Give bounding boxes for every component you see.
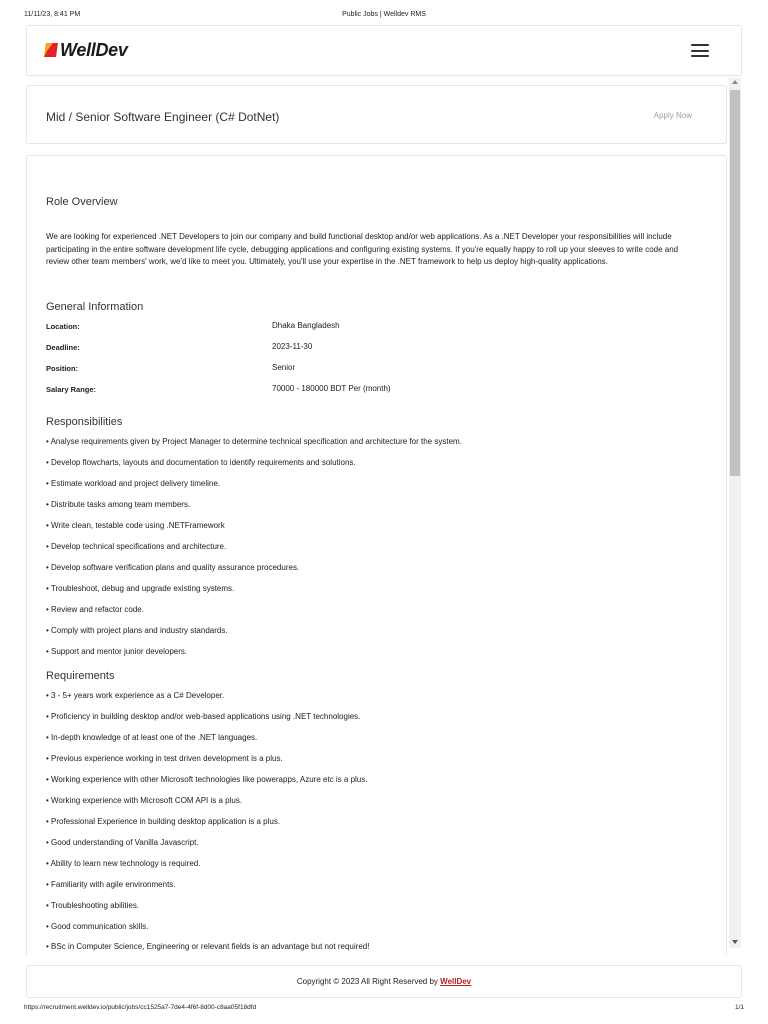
list-item: • Working experience with Microsoft COM API is a plus. [46,796,243,805]
list-item: • Ability to learn new technology is required. [46,859,201,868]
list-item: • Estimate workload and project delivery timeline. [46,479,220,488]
list-item: • Good understanding of Vanilla Javascript. [46,838,199,847]
print-footer [24,1004,744,1014]
list-item: • Review and refactor code. [46,605,144,614]
list-item: • Develop flowcharts, layouts and documentation to identify requirements and solutions. [46,458,356,467]
list-item: • Professional Experience in building desktop application is a plus. [46,817,281,826]
list-item: • Comply with project plans and industry standards. [46,626,228,635]
print-url: https://recruitment.welldev.io/public/jobs/cc1525a7-7de4-4f6f-8d00-c8aa05f18dfd [24,1004,257,1011]
info-label: Location: [46,322,80,331]
list-item: • 3 - 5+ years work experience as a C# Developer. [46,691,225,700]
list-item: • Working experience with other Microsoft technologies like powerapps, Azure etc is a plus. [46,775,368,784]
apply-now-link[interactable]: Apply Now [653,111,692,120]
hamburger-menu-icon[interactable] [691,44,709,57]
list-item: • Good communication skills. [46,922,149,931]
welldev-footer-link[interactable]: WellDev [440,977,472,986]
requirements-heading: Requirements [46,670,115,682]
list-item: • Support and mentor junior developers. [46,647,188,656]
list-item: • Distribute tasks among team members. [46,500,191,509]
job-title: Mid / Senior Software Engineer (C# DotNet) [46,110,280,124]
scrollbar-thumb[interactable] [730,90,740,476]
copyright-text: Copyright © 2023 All Right Reserved by [296,977,441,986]
print-page-number: 1/1 [734,1004,744,1011]
info-row-deadline [46,342,706,354]
list-item: • Troubleshoot, debug and upgrade existing systems. [46,584,235,593]
info-row-salary-range [46,384,706,396]
job-title-card [26,85,727,144]
list-item: • Previous experience working in test driven development is a plus. [46,754,283,763]
page-footer [26,965,742,998]
info-value: 70000 - 180000 BDT Per (month) [272,384,391,393]
info-value: Senior [272,363,296,372]
list-item: • BSc in Computer Science, Engineering or relevant fields is an advantage but not required! [46,942,370,951]
scroll-down-arrow-icon[interactable] [732,940,738,944]
list-item: • Develop technical specifications and architecture. [46,542,227,551]
top-navbar [26,25,742,76]
page-scrollbar[interactable] [729,78,741,948]
welldev-logo[interactable] [44,40,128,60]
role-overview-text: We are looking for experienced .NET Developers to join our company and build functional desktop and/or web applications. As a .NET Developer your responsibilities will include participating in the entire software development life cycle, debugging applications and configuring existing systems. If you're equally happy to roll up your sleeves to write code and review other team members' work, we'd like to meet you. Ultimately, you'll use your expertise in the .NET framework to help us deploy high-quality applications. [46,232,679,267]
print-datetime: 11/11/23, 8:41 PM [24,11,81,18]
list-item: • In-depth knowledge of at least one of the .NET languages. [46,733,258,742]
list-item: • Familiarity with agile environments. [46,880,176,889]
list-item: • Write clean, testable code using .NETFramework [46,521,225,530]
info-row-position [46,363,706,375]
info-value: Dhaka Bangladesh [272,321,340,330]
print-header [24,11,744,21]
job-details-card [26,155,727,955]
responsibilities-heading: Responsibilities [46,416,123,428]
scroll-up-arrow-icon[interactable] [732,80,738,84]
list-item: • Analyse requirements given by Project Manager to determine technical specification and architecture for the system. [46,437,462,446]
role-overview-heading: Role Overview [46,196,118,208]
logo-mark-icon [44,43,58,57]
print-page-title: Public Jobs | Welldev RMS [342,11,426,18]
general-information-heading: General Information [46,301,144,313]
info-row-location [46,321,706,333]
info-label: Salary Range: [46,385,97,394]
logo-text: WellDev [60,39,128,60]
footer-copyright [27,977,741,986]
info-value: 2023-11-30 [272,342,313,351]
info-label: Position: [46,364,79,373]
info-label: Deadline: [46,343,80,352]
list-item: • Troubleshooting abilities. [46,901,140,910]
list-item: • Develop software verification plans and quality assurance procedures. [46,563,300,572]
list-item: • Proficiency in building desktop and/or web-based applications using .NET technologies. [46,712,361,721]
